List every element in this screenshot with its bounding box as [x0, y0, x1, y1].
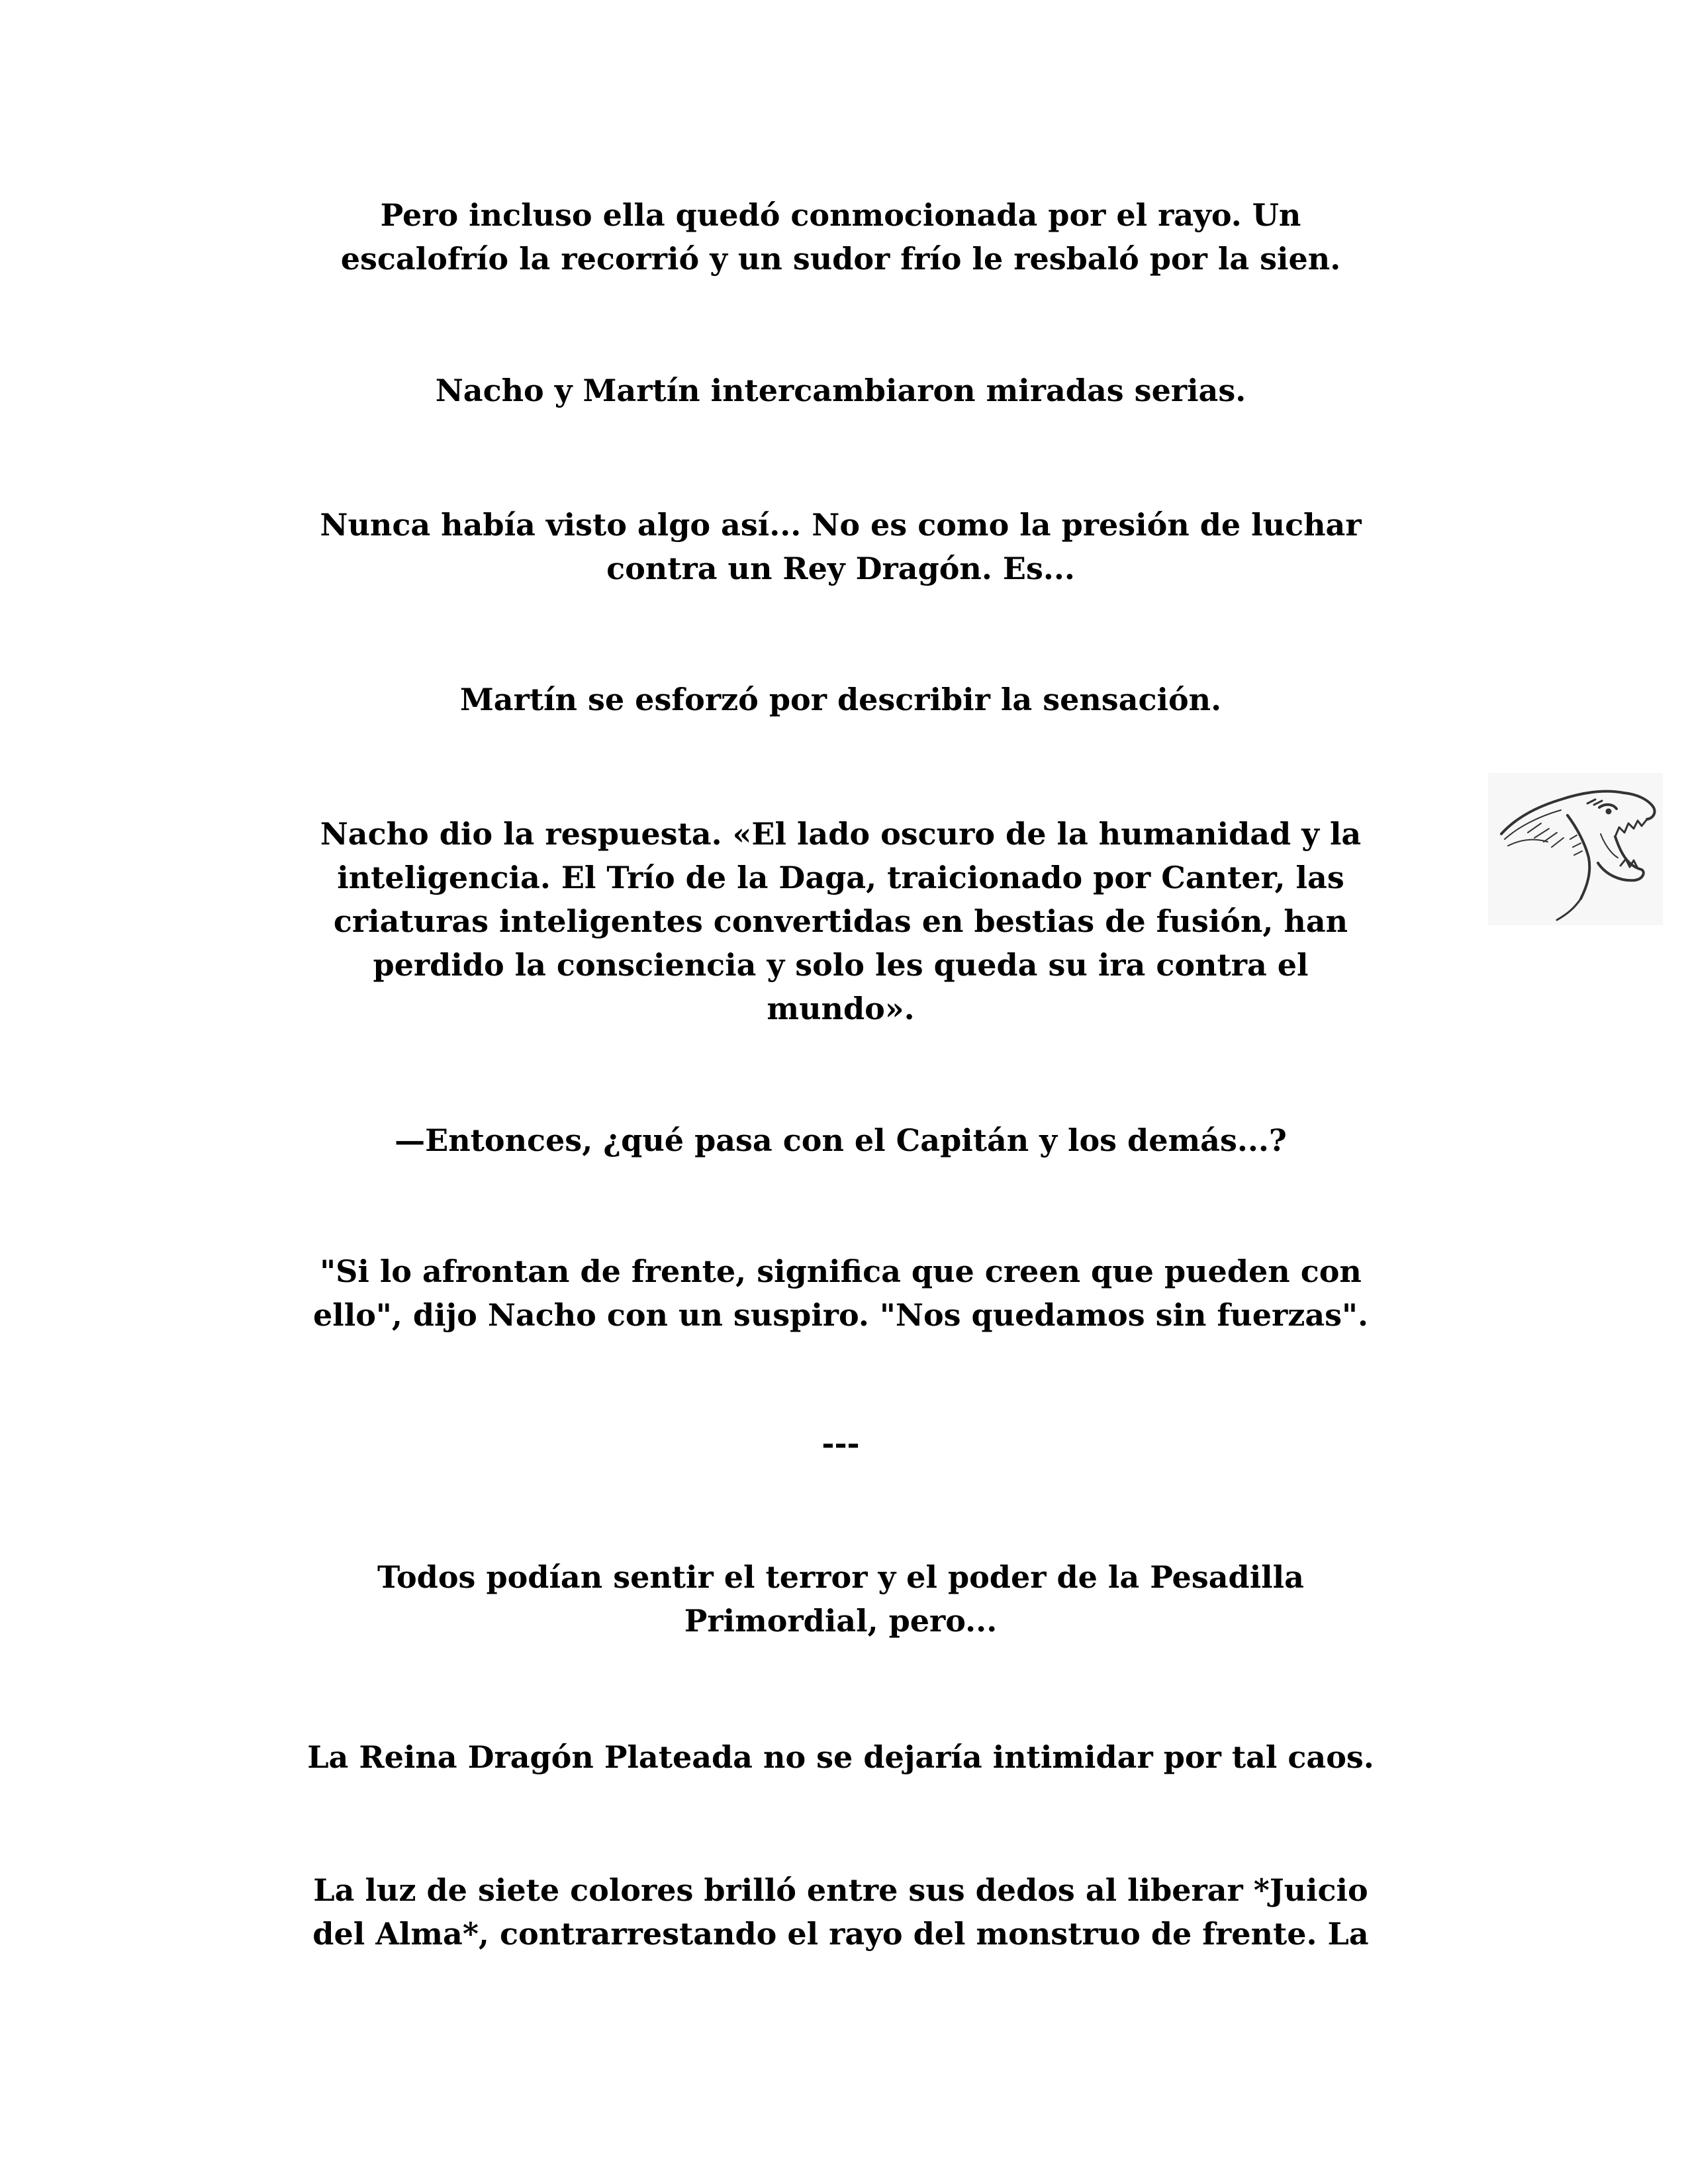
paragraph-8: Todos podían sentir el terror y el poder de la Pesadilla Primordial, pero... [377, 1559, 1304, 1639]
paragraph-2: Nacho y Martín intercambiaron miradas serias. [435, 373, 1246, 408]
paragraph-7: "Si lo afrontan de frente, significa que creen que pueden con ello", dijo Nacho con un suspiro. "Nos quedamos sin fuerzas". [312, 1253, 1369, 1333]
paragraph-3: Nunca había visto algo así... No es como la presión de luchar contra un Rey Dragón. Es... [320, 507, 1362, 586]
section-separator: --- [821, 1426, 860, 1461]
dinosaur-head-sketch-icon [1488, 773, 1663, 925]
paragraph-1: Pero incluso ella quedó conmocionada por el rayo. Un escalofrío la recorrió y un sudor frío le resbaló por la sien. [340, 197, 1341, 277]
paragraph-4: Martín se esforzó por describir la sensación. [459, 682, 1222, 717]
paragraph-9: La Reina Dragón Plateada no se dejaría intimidar por tal caos. [307, 1739, 1374, 1775]
paragraph-6: —Entonces, ¿qué pasa con el Capitán y los demás...? [395, 1122, 1287, 1158]
paragraph-5: Nacho dio la respuesta. «El lado oscuro de la humanidad y la inteligencia. El Trío de la Daga, traicionado por Canter, las criaturas inteligentes convertidas en bestias de fusión, han perdido la consciencia y solo les queda su ira contra el mundo». [320, 816, 1362, 1026]
paragraph-10: La luz de siete colores brilló entre sus dedos al liberar *Juicio del Alma*, contrarrestando el rayo del monstruo de frente. La [312, 1872, 1369, 1952]
